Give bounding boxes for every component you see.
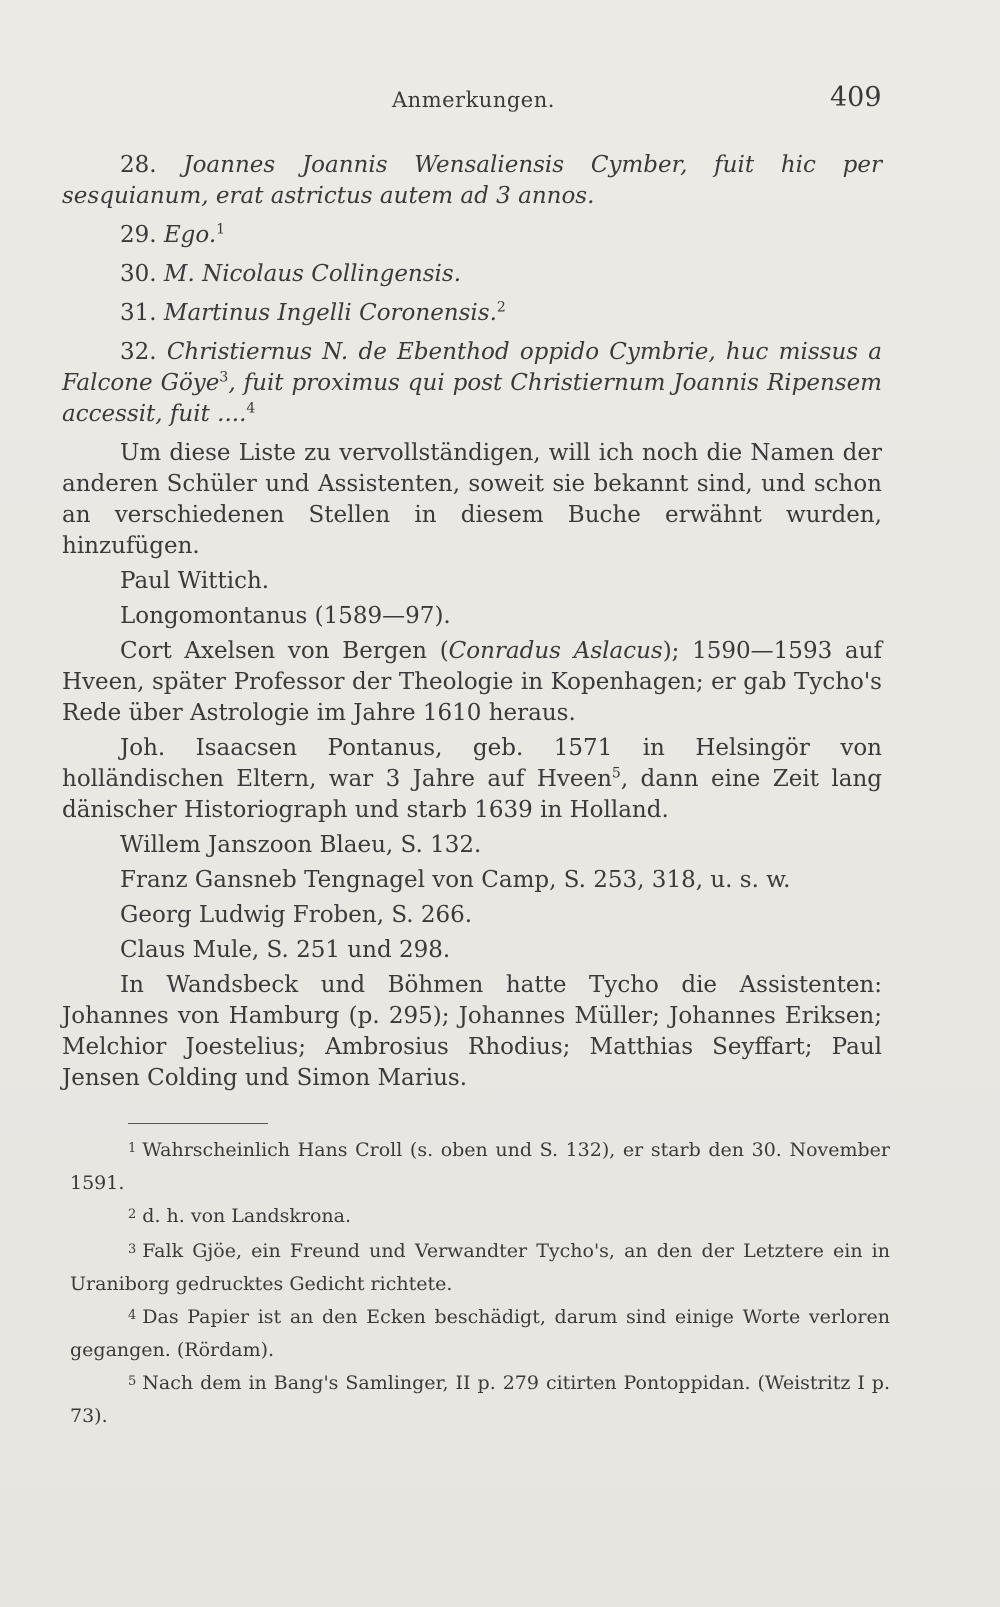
intro-paragraph: Um diese Liste zu vervollständigen, will ich noch die Namen der anderen Schüler und Assistenten, soweit sie bekannt sind, und schon an verschiedenen Stellen in diesem Buche erwähnt wurden, hinzufügen. (62, 440, 882, 559)
page-header (0, 82, 1000, 122)
footnote-5: $^5$ Nach dem in Bang's Samlinger, II p. 279 citirten Pontoppidan. (Weistritz I p. 73). (70, 1372, 890, 1427)
name-mule: Claus Mule, S. 251 und 298. (120, 937, 451, 963)
name-longomontanus: Longomontanus (1589—97). (120, 603, 451, 629)
footnote-ref: 1 (216, 221, 226, 238)
paragraph-wandsbeck: In Wandsbeck und Böhmen hatte Tycho die Assistenten: Johannes von Hamburg (p. 295); Johannes Müller; Johannes Eriksen; Melchior Joestelius; Ambrosius Rhodius; Matthias Seyffart; Paul Jensen Colding und Simon Marius. (62, 972, 882, 1091)
footnotes (70, 1135, 890, 1434)
list-entry-28: 28. Joannes Joannis Wensaliensis Cymber, fuit hic per sesquianum, erat astrictus autem ad 3 annos. (62, 152, 883, 209)
name-wittich: Paul Wittich. (120, 568, 270, 594)
list-entry-29: 29. Ego.$^1$ (120, 221, 226, 248)
footnote-1: $^1$ Wahrscheinlich Hans Croll (s. oben und S. 132), er starb den 30. November 1591. (70, 1139, 890, 1194)
name-tengnagel: Franz Gansneb Tengnagel von Camp, S. 253, 318, u. s. w. (120, 867, 791, 893)
footnote-divider (128, 1123, 268, 1124)
page-number: 409 (830, 82, 882, 113)
footnote-ref: 2 (496, 299, 506, 316)
paragraph-cort-axelsen: Cort Axelsen von Bergen (Conradus Aslacus); 1590—1593 auf Hveen, später Professor der Theologie in Kopenhagen; er gab Tycho's Rede über Astrologie im Jahre 1610 heraus. (62, 638, 882, 726)
list-entry-32: 32. Christiernus N. de Ebenthod oppido Cymbrie, huc missus a Falcone Göye$^3$, fuit proximus qui post Christiernum Joannis Ripensem accessit, fuit ....$^4$ (62, 339, 883, 427)
list-entry-31: 31. Martinus Ingelli Coronensis.$^2$ (120, 299, 506, 326)
footnote-2: $^2$ d. h. von Landskrona. (128, 1205, 352, 1227)
footnote-ref: 3 (219, 369, 229, 386)
paragraph-pontanus: Joh. Isaacsen Pontanus, geb. 1571 in Helsingör von holländischen Eltern, war 3 Jahre auf Hveen$^5$, dann eine Zeit lang dänischer Historiograph und starb 1639 in Holland. (62, 735, 882, 823)
name-blaeu: Willem Janszoon Blaeu, S. 132. (120, 832, 482, 858)
footnote-ref: 4 (246, 400, 256, 417)
footnote-4: $^4$ Das Papier ist an den Ecken beschädigt, darum sind einige Worte verloren gegangen. (Rördam). (70, 1306, 890, 1361)
list-entry-30: 30. M. Nicolaus Collingensis. (120, 261, 462, 287)
footnote-3: $^3$ Falk Gjöe, ein Freund und Verwandter Tycho's, an den der Letztere ein in Uraniborg gedrucktes Gedicht richtete. (70, 1240, 890, 1295)
main-text (62, 150, 882, 1098)
name-froben: Georg Ludwig Froben, S. 266. (120, 902, 473, 928)
footnote-ref: 5 (611, 765, 621, 782)
running-head: Anmerkungen. (392, 88, 555, 112)
